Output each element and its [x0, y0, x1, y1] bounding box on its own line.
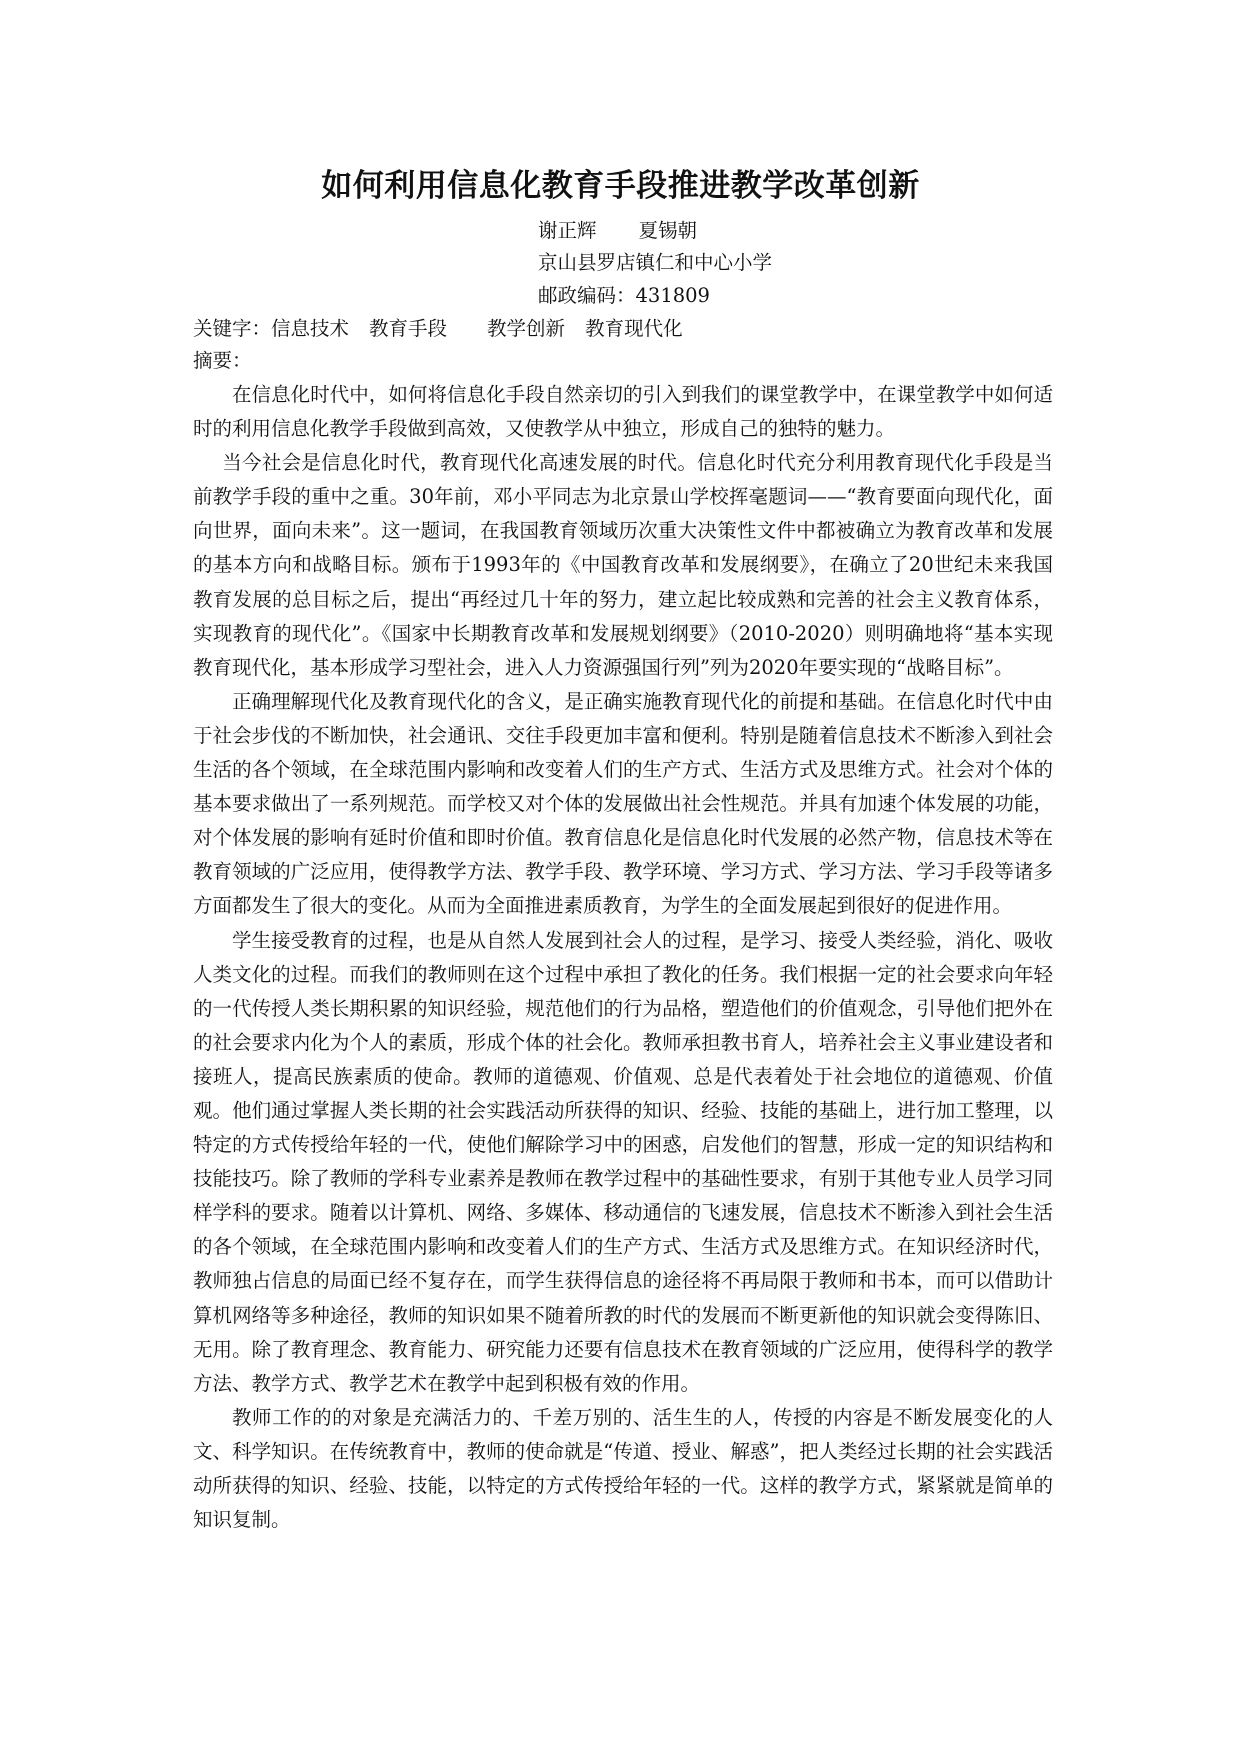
keyword: 教育手段 — [369, 317, 448, 340]
keyword: 信息技术 — [271, 317, 350, 340]
authors-line — [538, 216, 697, 246]
body-paragraph: 正确理解现代化及教育现代化的含义，是正确实施教育现代化的前提和基础。在信息化时代中由于社会步伐的不断加快，社会通讯、交往手段更加丰富和便利。特别是随着信息技术不断渗入到社会生活的各个领域，在全球范围内影响和改变着人们的生产方式、生活方式及思维方式。社会对个体的基本要求做出了一系列规范。而学校又对个体的发展做出社会性规范。并具有加速个体发展的功能，对个体发展的影响有延时价值和即时价值。教育信息化是信息化时代发展的必然产物，信息技术等在教育领域的广泛应用，使得教学方法、教学手段、教学环境、学习方式、学习方法、学习手段等诸多方面都发生了很大的变化。从而为全面推进素质教育，为学生的全面发展起到很好的促进作用。 — [193, 689, 1053, 918]
body-paragraph: 在信息化时代中，如何将信息化手段自然亲切的引入到我们的课堂教学中，在课堂教学中如何适时的利用信息化教学手段做到高效，又使教学从中独立，形成自己的独特的魅力。 — [193, 383, 1053, 441]
abstract-label: 摘要： — [193, 349, 252, 372]
keywords-label: 关键字： — [193, 317, 272, 340]
document-title: 如何利用信息化教育手段推进教学改革创新 — [321, 168, 920, 204]
postal-code: 邮政编码：431809 — [538, 284, 710, 307]
keywords-line — [193, 314, 683, 344]
keyword: 教育现代化 — [585, 317, 683, 340]
body-paragraph: 当今社会是信息化时代，教育现代化高速发展的时代。信息化时代充分利用教育现代化手段是当前教学手段的重中之重。30年前，邓小平同志为北京景山学校挥毫题词——“教育要面向现代化，面向世界，面向未来”。这一题词，在我国教育领域历次重大决策性文件中都被确立为教育改革和发展的基本方向和战略目标。颁布于1993年的《中国教育改革和发展纲要》，在确立了20世纪未来我国教育发展的总目标之后，提出“再经过几十年的努力，建立起比较成熟和完善的社会主义教育体系，实现教育的现代化”。《国家中长期教育改革和发展规划纲要》（2010-2020）则明确地将“基本实现教育现代化，基本形成学习型社会，进入人力资源强国行列”列为2020年要实现的“战略目标”。 — [193, 451, 1053, 679]
keyword: 教学创新 — [487, 317, 566, 340]
body-paragraph: 教师工作的的对象是充满活力的、千差万别的、活生生的人，传授的内容是不断发展变化的人文、科学知识。在传统教育中，教师的使命就是“传道、授业、解惑”，把人类经过长期的社会实践活动所获得的知识、经验、技能，以特定的方式传授给年轻的一代。这样的教学方式，紧紧就是简单的知识复制。 — [193, 1405, 1053, 1532]
author-name: 谢正辉 — [538, 219, 597, 242]
author-name: 夏锡朝 — [638, 219, 698, 242]
body-text — [193, 378, 1053, 1537]
school-name: 京山县罗店镇仁和中心小学 — [538, 251, 773, 274]
body-paragraph: 学生接受教育的过程，也是从自然人发展到社会人的过程，是学习、接受人类经验，消化、吸收人类文化的过程。而我们的教师则在这个过程中承担了教化的任务。我们根据一定的社会要求向年轻的一代传授人类长期积累的知识经验，规范他们的行为品格，塑造他们的价值观念，引导他们把外在的社会要求内化为个人的素质，形成个体的社会化。教师承担教书育人，培养社会主义事业建设者和接班人，提高民族素质的使命。教师的道德观、价值观、总是代表着处于社会地位的道德观、价值观。他们通过掌握人类长期的社会实践活动所获得的知识、经验、技能的基础上，进行加工整理，以特定的方式传授给年轻的一代，使他们解除学习中的困惑，启发他们的智慧，形成一定的知识结构和技能技巧。除了教师的学科专业素养是教师在教学过程中的基础性要求，有别于其他专业人员学习同样学科的要求。随着以计算机、网络、多媒体、移动通信的飞速发展，信息技术不断渗入到社会生活的各个领域，在全球范围内影响和改变着人们的生产方式、生活方式及思维方式。在知识经济时代，教师独占信息的局面已经不复存在，而学生获得信息的途径将不再局限于教师和书本，而可以借助计算机网络等多种途径，教师的知识如果不随着所教的时代的发展而不断更新他的知识就会变得陈旧、无用。除了教育理念、教育能力、研究能力还要有信息技术在教育领域的广泛应用，使得科学的教学方法、教学方式、教学艺术在教学中起到积极有效的作用。 — [193, 928, 1053, 1395]
